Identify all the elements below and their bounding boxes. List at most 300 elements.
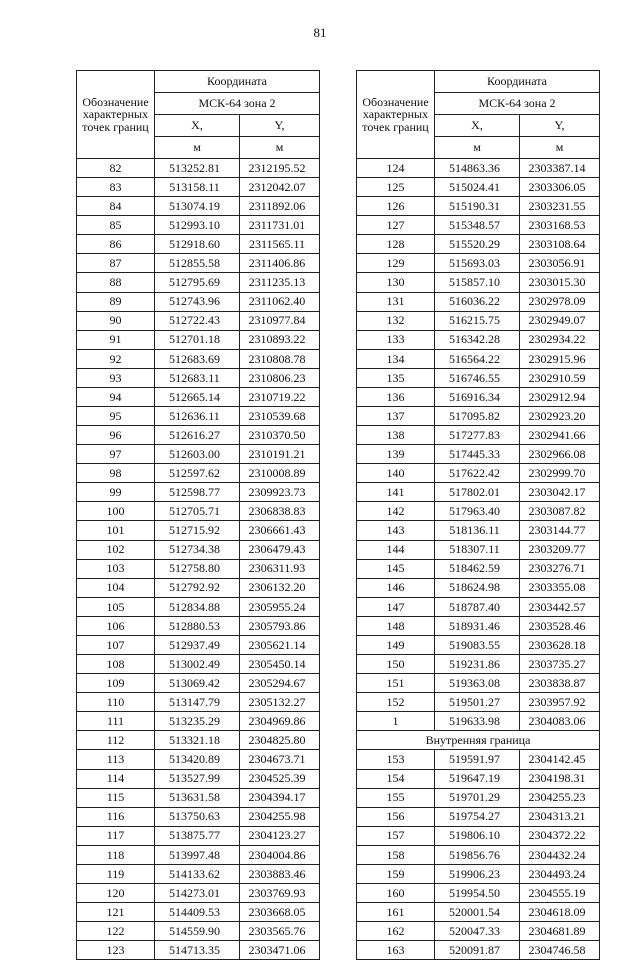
y-coordinate-cell: 2312042.07 [240,178,320,197]
point-number-cell: 117 [77,826,155,845]
coord-header: Координата [435,71,600,93]
y-coordinate-cell: 2304255.98 [240,807,320,826]
table-row [357,712,600,731]
table-row [357,445,600,464]
point-number-cell: 112 [77,731,155,750]
table-row [357,178,600,197]
x-unit: м [435,137,520,159]
point-number-cell: 115 [77,788,155,807]
point-number-cell: 111 [77,712,155,731]
table-row [357,273,600,292]
y-coordinate-cell: 2303231.55 [520,197,600,216]
table-row [77,864,320,883]
x-coordinate-cell: 513002.49 [155,655,240,674]
point-number-cell: 83 [77,178,155,197]
table-row [77,216,320,235]
table-row [77,159,320,178]
y-coordinate-cell: 2304525.39 [240,769,320,788]
table-row [357,464,600,483]
point-number-cell: 128 [357,235,435,254]
point-number-cell: 148 [357,616,435,635]
x-coordinate-cell: 515520.29 [435,235,520,254]
y-coordinate-cell: 2305621.14 [240,635,320,654]
x-coordinate-cell: 514559.90 [155,922,240,941]
table-row [357,407,600,426]
table-row [357,693,600,712]
table-row [357,483,600,502]
x-header: X, [155,115,240,137]
x-coordinate-cell: 518931.46 [435,616,520,635]
table-row [77,845,320,864]
table-row [77,311,320,330]
y-coordinate-cell: 2305955.24 [240,597,320,616]
y-coordinate-cell: 2311731.01 [240,216,320,235]
table-row [77,616,320,635]
point-number-cell: 103 [77,559,155,578]
y-coordinate-cell: 2304123.27 [240,826,320,845]
y-coordinate-cell: 2310719.22 [240,387,320,406]
table-row [357,159,600,178]
y-coordinate-cell: 2304825.80 [240,731,320,750]
table-row [77,883,320,902]
point-number-cell: 90 [77,311,155,330]
y-coordinate-cell: 2310370.50 [240,426,320,445]
point-number-cell: 84 [77,197,155,216]
x-coordinate-cell: 519856.76 [435,845,520,864]
point-number-cell: 121 [77,903,155,922]
point-number-cell: 149 [357,635,435,654]
table-row [77,254,320,273]
point-number-cell: 141 [357,483,435,502]
point-number-cell: 119 [77,864,155,883]
x-coordinate-cell: 512743.96 [155,292,240,311]
table-row [357,769,600,788]
point-number-cell: 143 [357,521,435,540]
table-row [77,903,320,922]
point-number-cell: 102 [77,540,155,559]
x-coordinate-cell: 516746.55 [435,368,520,387]
point-header: Обозначение характерных точек границ [77,71,155,159]
point-number-cell: 82 [77,159,155,178]
y-coordinate-cell: 2303087.82 [520,502,600,521]
point-number-cell: 147 [357,597,435,616]
table-row [77,731,320,750]
y-coordinate-cell: 2302934.22 [520,330,600,349]
table-row [77,349,320,368]
x-coordinate-cell: 513235.29 [155,712,240,731]
x-coordinate-cell: 512792.92 [155,578,240,597]
point-number-cell: 137 [357,407,435,426]
table-row [357,864,600,883]
point-number-cell: 1 [357,712,435,731]
x-coordinate-cell: 519083.55 [435,635,520,654]
x-coordinate-cell: 518307.11 [435,540,520,559]
point-number-cell: 136 [357,387,435,406]
x-coordinate-cell: 512855.58 [155,254,240,273]
x-coordinate-cell: 515348.57 [435,216,520,235]
x-coordinate-cell: 517963.40 [435,502,520,521]
x-coordinate-cell: 512758.80 [155,559,240,578]
y-coordinate-cell: 2304142.45 [520,750,600,769]
y-coordinate-cell: 2303668.05 [240,903,320,922]
x-coordinate-cell: 520091.87 [435,941,520,960]
y-coordinate-cell: 2312195.52 [240,159,320,178]
x-coordinate-cell: 513997.48 [155,845,240,864]
y-coordinate-cell: 2304432.24 [520,845,600,864]
y-coordinate-cell: 2303883.46 [240,864,320,883]
point-number-cell: 113 [77,750,155,769]
y-coordinate-cell: 2304493.24 [520,864,600,883]
table-row [357,941,600,960]
page-number: 81 [313,25,327,40]
table-row [357,731,600,750]
y-coordinate-cell: 2304004.86 [240,845,320,864]
y-coordinate-cell: 2303355.08 [520,578,600,597]
x-coordinate-cell: 516036.22 [435,292,520,311]
x-coordinate-cell: 518787.40 [435,597,520,616]
x-coordinate-cell: 512722.43 [155,311,240,330]
x-coordinate-cell: 519231.86 [435,655,520,674]
table-row [77,464,320,483]
table-row [77,502,320,521]
y-coordinate-cell: 2302941.66 [520,426,600,445]
x-coordinate-cell: 515190.31 [435,197,520,216]
point-number-cell: 150 [357,655,435,674]
y-coordinate-cell: 2310977.84 [240,311,320,330]
table-row [357,235,600,254]
x-coordinate-cell: 518624.98 [435,578,520,597]
table-row [357,559,600,578]
table-row [77,655,320,674]
point-number-cell: 92 [77,349,155,368]
point-number-cell: 109 [77,674,155,693]
point-number-cell: 104 [77,578,155,597]
x-coordinate-cell: 512795.69 [155,273,240,292]
point-number-cell: 156 [357,807,435,826]
point-number-cell: 133 [357,330,435,349]
y-coordinate-cell: 2311062.40 [240,292,320,311]
x-coordinate-cell: 519701.29 [435,788,520,807]
y-coordinate-cell: 2311565.11 [240,235,320,254]
table-row [77,540,320,559]
point-number-cell: 152 [357,693,435,712]
section-label: Внутренняя граница [357,731,600,750]
y-coordinate-cell: 2303442.57 [520,597,600,616]
table-row [357,254,600,273]
point-number-cell: 126 [357,197,435,216]
y-coordinate-cell: 2303528.46 [520,616,600,635]
table-row [77,426,320,445]
y-coordinate-cell: 2310008.89 [240,464,320,483]
point-number-cell: 107 [77,635,155,654]
point-number-cell: 159 [357,864,435,883]
point-number-cell: 155 [357,788,435,807]
point-number-cell: 99 [77,483,155,502]
point-number-cell: 95 [77,407,155,426]
x-coordinate-cell: 512993.10 [155,216,240,235]
y-coordinate-cell: 2304083.06 [520,712,600,731]
y-coordinate-cell: 2304555.19 [520,883,600,902]
point-number-cell: 106 [77,616,155,635]
x-coordinate-cell: 515024.41 [435,178,520,197]
x-coordinate-cell: 513750.63 [155,807,240,826]
x-coordinate-cell: 512683.11 [155,368,240,387]
table-row [77,407,320,426]
system-header: МСК-64 зона 2 [435,93,600,115]
table-row [77,941,320,960]
table-row [77,483,320,502]
point-number-cell: 144 [357,540,435,559]
x-coordinate-cell: 513527.99 [155,769,240,788]
point-number-cell: 158 [357,845,435,864]
table-row [357,540,600,559]
table-row [357,292,600,311]
y-coordinate-cell: 2311235.13 [240,273,320,292]
table-row [77,635,320,654]
x-coordinate-cell: 514863.36 [435,159,520,178]
table-row [357,616,600,635]
x-coordinate-cell: 516215.75 [435,311,520,330]
table-row [357,216,600,235]
table-row [357,349,600,368]
y-coordinate-cell: 2304681.89 [520,922,600,941]
x-coordinate-cell: 512636.11 [155,407,240,426]
table-row [357,597,600,616]
x-coordinate-cell: 512734.38 [155,540,240,559]
x-coordinate-cell: 513420.89 [155,750,240,769]
x-coordinate-cell: 519501.27 [435,693,520,712]
table-row [77,597,320,616]
y-coordinate-cell: 2304372.22 [520,826,600,845]
y-coordinate-cell: 2305793.86 [240,616,320,635]
x-coordinate-cell: 519954.50 [435,883,520,902]
point-number-cell: 101 [77,521,155,540]
y-coordinate-cell: 2303387.14 [520,159,600,178]
coordinates-table-right [356,70,600,960]
point-number-cell: 125 [357,178,435,197]
point-number-cell: 86 [77,235,155,254]
y-coordinate-cell: 2303056.91 [520,254,600,273]
point-number-cell: 118 [77,845,155,864]
x-coordinate-cell: 517445.33 [435,445,520,464]
y-coordinate-cell: 2306311.93 [240,559,320,578]
y-coordinate-cell: 2305294.67 [240,674,320,693]
y-header: Y, [520,115,600,137]
point-number-cell: 120 [77,883,155,902]
point-number-cell: 154 [357,769,435,788]
y-coordinate-cell: 2302912.94 [520,387,600,406]
point-number-cell: 161 [357,903,435,922]
table-row [77,712,320,731]
table-row [357,330,600,349]
y-coordinate-cell: 2304198.31 [520,769,600,788]
y-coordinate-cell: 2304673.71 [240,750,320,769]
y-coordinate-cell: 2303108.64 [520,235,600,254]
point-number-cell: 140 [357,464,435,483]
y-coordinate-cell: 2302978.09 [520,292,600,311]
x-coordinate-cell: 512701.18 [155,330,240,349]
x-coordinate-cell: 516342.28 [435,330,520,349]
table-row [77,559,320,578]
y-coordinate-cell: 2302910.59 [520,368,600,387]
x-coordinate-cell: 512665.14 [155,387,240,406]
y-coordinate-cell: 2309923.73 [240,483,320,502]
point-number-cell: 130 [357,273,435,292]
x-coordinate-cell: 519754.27 [435,807,520,826]
table-row [357,845,600,864]
table-row [77,750,320,769]
x-coordinate-cell: 520001.54 [435,903,520,922]
x-coordinate-cell: 512705.71 [155,502,240,521]
y-coordinate-cell: 2310539.68 [240,407,320,426]
y-coordinate-cell: 2303015.30 [520,273,600,292]
point-number-cell: 97 [77,445,155,464]
table-row [357,426,600,445]
point-number-cell: 124 [357,159,435,178]
y-coordinate-cell: 2303838.87 [520,674,600,693]
x-coordinate-cell: 513631.58 [155,788,240,807]
point-number-cell: 89 [77,292,155,311]
table-row [77,807,320,826]
table-row [77,693,320,712]
x-coordinate-cell: 512597.62 [155,464,240,483]
x-coordinate-cell: 520047.33 [435,922,520,941]
x-coordinate-cell: 513074.19 [155,197,240,216]
y-unit: м [520,137,600,159]
y-coordinate-cell: 2303042.17 [520,483,600,502]
y-coordinate-cell: 2303306.05 [520,178,600,197]
point-number-cell: 116 [77,807,155,826]
table-row [357,903,600,922]
point-number-cell: 135 [357,368,435,387]
x-coordinate-cell: 514713.35 [155,941,240,960]
table-row [77,178,320,197]
point-number-cell: 139 [357,445,435,464]
table-row [357,674,600,693]
x-coordinate-cell: 514273.01 [155,883,240,902]
y-coordinate-cell: 2306479.43 [240,540,320,559]
point-number-cell: 160 [357,883,435,902]
point-number-cell: 142 [357,502,435,521]
y-coordinate-cell: 2303168.53 [520,216,600,235]
x-coordinate-cell: 512603.00 [155,445,240,464]
x-coordinate-cell: 513321.18 [155,731,240,750]
point-number-cell: 123 [77,941,155,960]
table-row [357,578,600,597]
y-coordinate-cell: 2304618.09 [520,903,600,922]
point-number-cell: 105 [77,597,155,616]
x-coordinate-cell: 519633.98 [435,712,520,731]
table-row [357,922,600,941]
point-number-cell: 157 [357,826,435,845]
point-number-cell: 85 [77,216,155,235]
point-number-cell: 94 [77,387,155,406]
point-number-cell: 98 [77,464,155,483]
x-coordinate-cell: 512616.27 [155,426,240,445]
x-coordinate-cell: 512880.53 [155,616,240,635]
y-coordinate-cell: 2302966.08 [520,445,600,464]
x-coordinate-cell: 512683.69 [155,349,240,368]
coordinates-table-left [76,70,320,960]
x-coordinate-cell: 519906.23 [435,864,520,883]
y-coordinate-cell: 2302999.70 [520,464,600,483]
table-row [77,769,320,788]
y-coordinate-cell: 2303735.27 [520,655,600,674]
x-coordinate-cell: 512918.60 [155,235,240,254]
table-row [77,445,320,464]
point-number-cell: 129 [357,254,435,273]
x-coordinate-cell: 519591.97 [435,750,520,769]
x-coordinate-cell: 514409.53 [155,903,240,922]
y-coordinate-cell: 2304969.86 [240,712,320,731]
x-coordinate-cell: 519647.19 [435,769,520,788]
y-coordinate-cell: 2304746.58 [520,941,600,960]
point-number-cell: 96 [77,426,155,445]
y-coordinate-cell: 2303144.77 [520,521,600,540]
table-row [77,273,320,292]
table-row [77,922,320,941]
point-number-cell: 131 [357,292,435,311]
y-coordinate-cell: 2304394.17 [240,788,320,807]
table-row [357,521,600,540]
table-row [77,292,320,311]
point-number-cell: 114 [77,769,155,788]
y-header: Y, [240,115,320,137]
x-coordinate-cell: 515857.10 [435,273,520,292]
point-number-cell: 134 [357,349,435,368]
table-row [77,235,320,254]
table-row [357,826,600,845]
y-coordinate-cell: 2303957.92 [520,693,600,712]
table-row [357,788,600,807]
x-coordinate-cell: 518462.59 [435,559,520,578]
point-number-cell: 163 [357,941,435,960]
y-coordinate-cell: 2302949.07 [520,311,600,330]
x-coordinate-cell: 513147.79 [155,693,240,712]
x-coordinate-cell: 512598.77 [155,483,240,502]
x-coordinate-cell: 515693.03 [435,254,520,273]
table-row [357,883,600,902]
table-row [357,502,600,521]
x-coordinate-cell: 516916.34 [435,387,520,406]
y-coordinate-cell: 2304255.23 [520,788,600,807]
point-number-cell: 93 [77,368,155,387]
point-number-cell: 145 [357,559,435,578]
y-coordinate-cell: 2303769.93 [240,883,320,902]
point-number-cell: 91 [77,330,155,349]
point-number-cell: 132 [357,311,435,330]
table-row [357,750,600,769]
point-number-cell: 151 [357,674,435,693]
coord-header: Координата [155,71,320,93]
y-coordinate-cell: 2310893.22 [240,330,320,349]
table-row [77,578,320,597]
y-coordinate-cell: 2306661.43 [240,521,320,540]
x-coordinate-cell: 512937.49 [155,635,240,654]
table-row [77,674,320,693]
y-coordinate-cell: 2302923.20 [520,407,600,426]
system-header: МСК-64 зона 2 [155,93,320,115]
point-number-cell: 88 [77,273,155,292]
y-coordinate-cell: 2303209.77 [520,540,600,559]
table-row [77,521,320,540]
x-coordinate-cell: 513252.81 [155,159,240,178]
table-row [357,807,600,826]
y-coordinate-cell: 2310191.21 [240,445,320,464]
y-coordinate-cell: 2302915.96 [520,349,600,368]
table-row [357,655,600,674]
x-coordinate-cell: 513069.42 [155,674,240,693]
